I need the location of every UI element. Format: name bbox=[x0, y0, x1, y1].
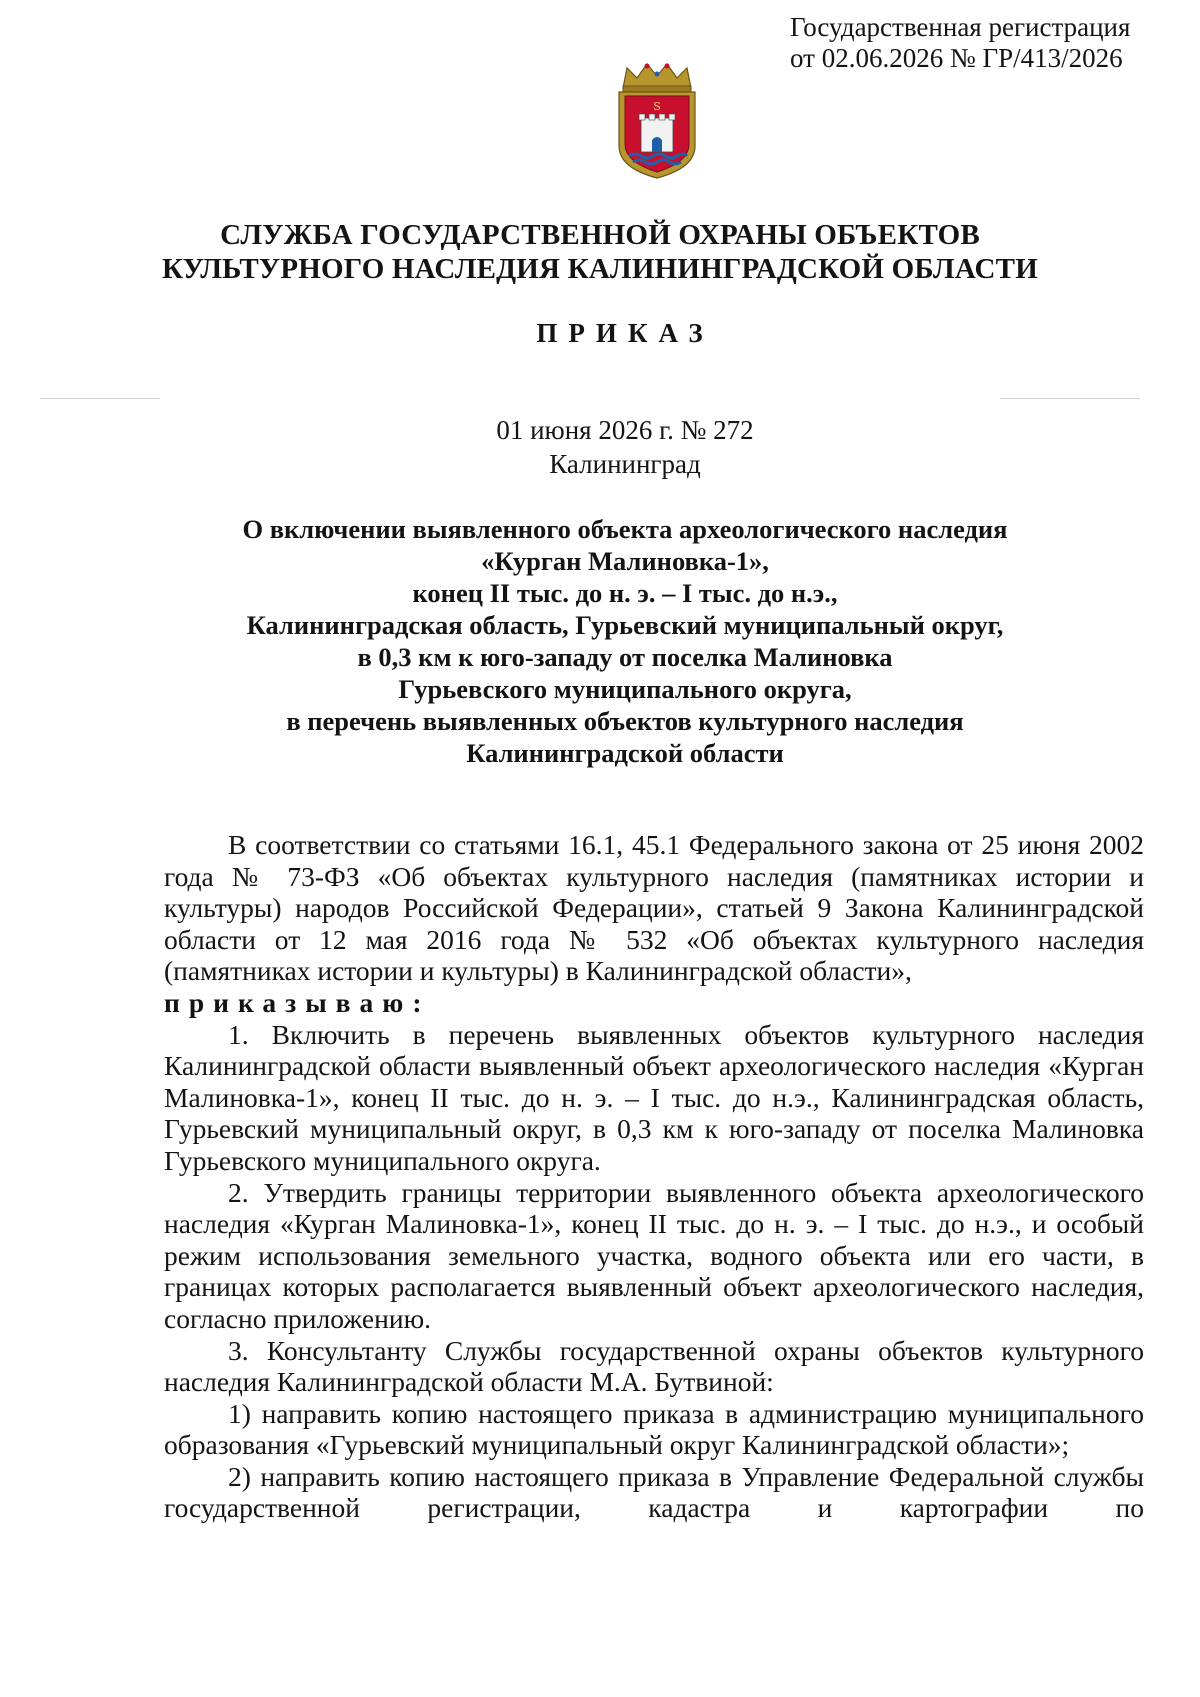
subject-line: Калининградская область, Гурьевский муниципальный округ, bbox=[246, 610, 1004, 640]
registration-stamp bbox=[790, 12, 1130, 74]
organization-title bbox=[150, 218, 1050, 286]
scan-artifact bbox=[1000, 398, 1140, 399]
organization-title-line-1: СЛУЖБА ГОСУДАРСТВЕННОЙ ОХРАНЫ ОБЪЕКТОВ bbox=[220, 219, 980, 251]
order-item-3: 3. Консультанту Службы государственной охраны объектов культурного наследия Калининградской области М.А. Бутвиной: bbox=[164, 1334, 1144, 1398]
document-body bbox=[164, 829, 1144, 1524]
order-item-1: 1. Включить в перечень выявленных объектов культурного наследия Калининградской области выявленный объект археологического наследия «Курган Малиновка-1», конец II тыс. до н. э. – I тыс. до н.э., Калининградская область, Гурьевский муниципальный округ, в 0,3 км к юго-западу от поселка Малиновка Гурьевского муниципального округа. bbox=[164, 1018, 1144, 1176]
order-subitem-2: 2) направить копию настоящего приказа в Управление Федеральной службы государственной регистрации, кадастра и картографии по bbox=[164, 1460, 1144, 1524]
registration-line-2: от 02.06.2026 № ГР/413/2026 bbox=[790, 43, 1123, 73]
organization-title-line-2: КУЛЬТУРНОГО НАСЛЕДИЯ КАЛИНИНГРАДСКОЙ ОБЛАСТИ bbox=[162, 253, 1038, 285]
svg-text:S: S bbox=[653, 100, 661, 113]
subject-line: О включении выявленного объекта археологического наследия bbox=[242, 514, 1008, 544]
preamble-paragraph bbox=[164, 829, 1144, 1019]
document-subject bbox=[150, 513, 1100, 769]
order-item-2: 2. Утвердить границы территории выявленного объекта археологического наследия «Курган Малиновка-1», конец II тыс. до н. э. – I тыс. до н.э., и особый режим использования земельного участка, водного объекта или его части, в границах которых располагается выявленный объект археологического наследия, согласно приложению. bbox=[164, 1176, 1144, 1334]
subject-line: «Курган Малиновка-1», bbox=[481, 546, 769, 576]
subject-line: в 0,3 км к юго-западу от поселка Малиновка bbox=[357, 642, 893, 672]
document-date-block bbox=[150, 413, 1100, 481]
document-city: Калининград bbox=[549, 449, 701, 479]
order-word: приказываю bbox=[164, 986, 413, 1018]
order-subitem-1: 1) направить копию настоящего приказа в администрацию муниципального образования «Гурьевский муниципальный округ Калининградской области»; bbox=[164, 1397, 1144, 1461]
subject-line: Гурьевского муниципального округа, bbox=[398, 674, 852, 704]
registration-line-1: Государственная регистрация bbox=[790, 12, 1131, 42]
scan-artifact bbox=[40, 398, 160, 399]
document-date-number: 01 июня 2026 г. № 272 bbox=[496, 415, 754, 445]
subject-line: конец II тыс. до н. э. – I тыс. до н.э., bbox=[412, 578, 838, 608]
order-colon: : bbox=[412, 986, 422, 1018]
subject-line: Калининградской области bbox=[466, 738, 784, 768]
kaliningrad-coat-of-arms-icon bbox=[613, 58, 701, 180]
preamble-text: В соответствии со статьями 16.1, 45.1 Федерального закона от 25 июня 2002 года № 73-ФЗ «Об объектах культурного наследия (памятниках истории и культуры) народов Российской Федерации», статьей 9 Закона Калининградской области от 12 мая 2016 года № 532 «Об объектах культурного наследия (памятниках истории и культуры) в Калининградской области», bbox=[164, 829, 1144, 987]
document-type: ПРИКАЗ bbox=[536, 318, 714, 348]
subject-line: в перечень выявленных объектов культурного наследия bbox=[286, 706, 964, 736]
